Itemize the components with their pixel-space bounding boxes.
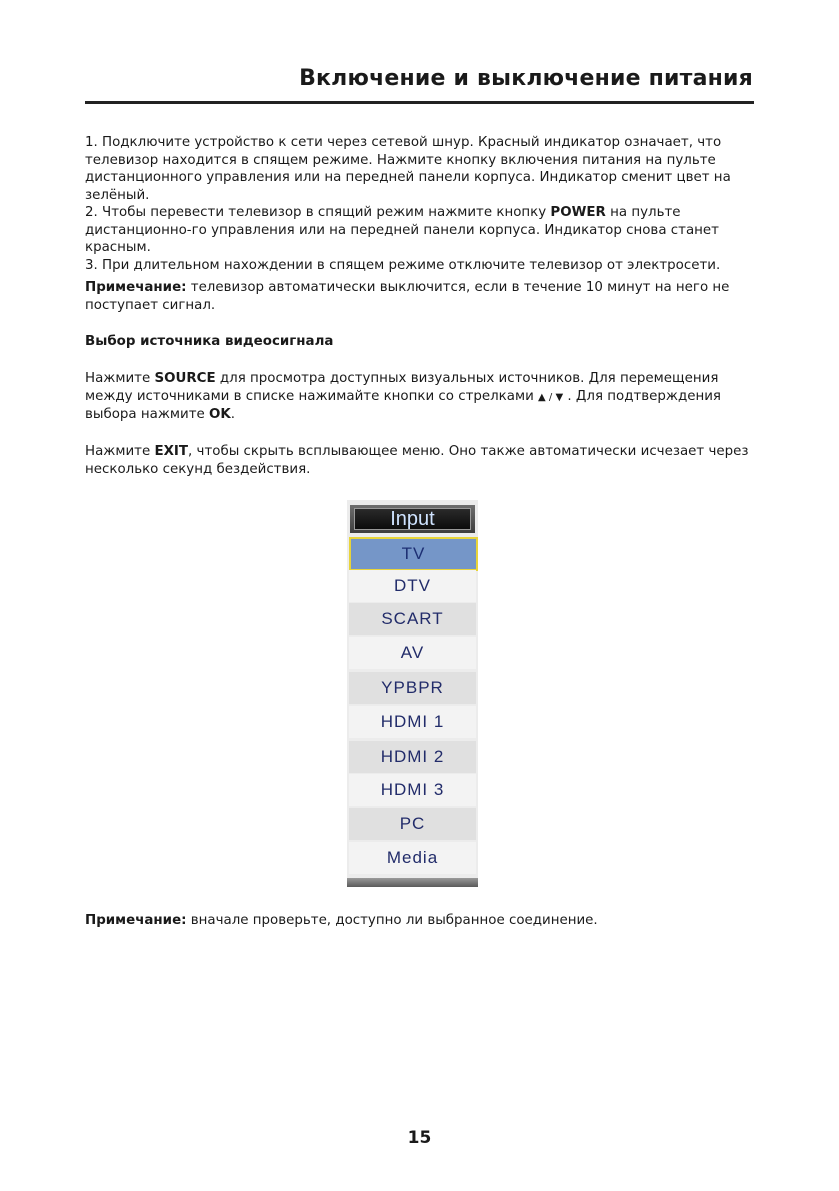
note-1-label: Примечание: <box>85 280 187 295</box>
note-2-label: Примечание: <box>85 913 187 928</box>
step-3: 3. При длительном нахождении в спящем режиме отключите телевизор от электросети. <box>85 257 721 273</box>
title-divider <box>85 101 754 104</box>
menu-item-pc[interactable]: PC <box>349 808 476 840</box>
arrow-up-down-icon: ▲ / ▼ <box>538 391 564 403</box>
exit-paragraph <box>85 443 765 478</box>
section-heading <box>85 333 765 351</box>
menu-item-tv[interactable]: TV <box>349 537 478 571</box>
source-keyword: SOURCE <box>154 371 216 386</box>
note-2-text: вначале проверьте, доступно ли выбранное соединение. <box>186 913 598 928</box>
source-text-2: для просмотра доступных визуальных источников. Для перемещения между источниками в списке нажимайте кнопки со стрелками <box>85 371 719 404</box>
menu-item-hdmi2[interactable]: HDMI 2 <box>349 741 476 773</box>
ok-keyword: OK <box>209 407 231 422</box>
note-2 <box>85 912 765 930</box>
note-1 <box>85 279 765 314</box>
source-text-3: . Для подтверждения выбора нажмите <box>85 388 721 422</box>
menu-item-scart[interactable]: SCART <box>349 603 476 635</box>
page-title: Включение и выключение питания <box>299 66 753 91</box>
exit-text-1: Нажмите <box>85 444 155 459</box>
input-menu-header <box>350 505 475 533</box>
exit-text-2: , чтобы скрыть всплывающее меню. Оно также автоматически исчезает через несколько секунд бездействия. <box>85 444 749 477</box>
step-2 <box>85 204 765 257</box>
step-2-text: 2. Чтобы перевести телевизор в спящий режим нажмите кнопку <box>85 205 551 220</box>
input-menu <box>347 500 478 887</box>
step-1: 1. Подключите устройство к сети через сетевой шнур. Красный индикатор означает, что телевизор находится в спящем режиме. Нажмите кнопку включения питания на пульте дистанционного управления или на передней панели корпуса. Индикатор сменит цвет на зелёный. <box>85 135 731 203</box>
source-paragraph <box>85 370 765 424</box>
source-text-1: Нажмите <box>85 371 155 386</box>
input-menu-footer <box>347 878 478 887</box>
menu-item-hdmi1[interactable]: HDMI 1 <box>349 706 476 738</box>
input-menu-title: Input <box>354 508 471 530</box>
menu-item-ypbpr[interactable]: YPBPR <box>349 672 476 704</box>
page-number: 15 <box>407 1128 432 1148</box>
menu-item-hdmi3[interactable]: HDMI 3 <box>349 774 476 806</box>
exit-keyword: EXIT <box>154 444 189 459</box>
menu-item-av[interactable]: AV <box>349 637 476 669</box>
step-2-text-end: на пульте дистанционно-го управления или на передней панели корпуса. Индикатор снова станет красным. <box>85 205 719 255</box>
menu-item-media[interactable]: Media <box>349 842 476 874</box>
steps-block <box>85 134 765 274</box>
source-text-4: . <box>230 407 236 422</box>
section-heading-text: Выбор источника видеосигнала <box>85 334 334 349</box>
menu-item-dtv[interactable]: DTV <box>349 570 476 602</box>
note-1-text: телевизор автоматически выключится, если в течение 10 минут на него не поступает сигнал. <box>85 280 730 313</box>
power-keyword: POWER <box>550 205 606 220</box>
